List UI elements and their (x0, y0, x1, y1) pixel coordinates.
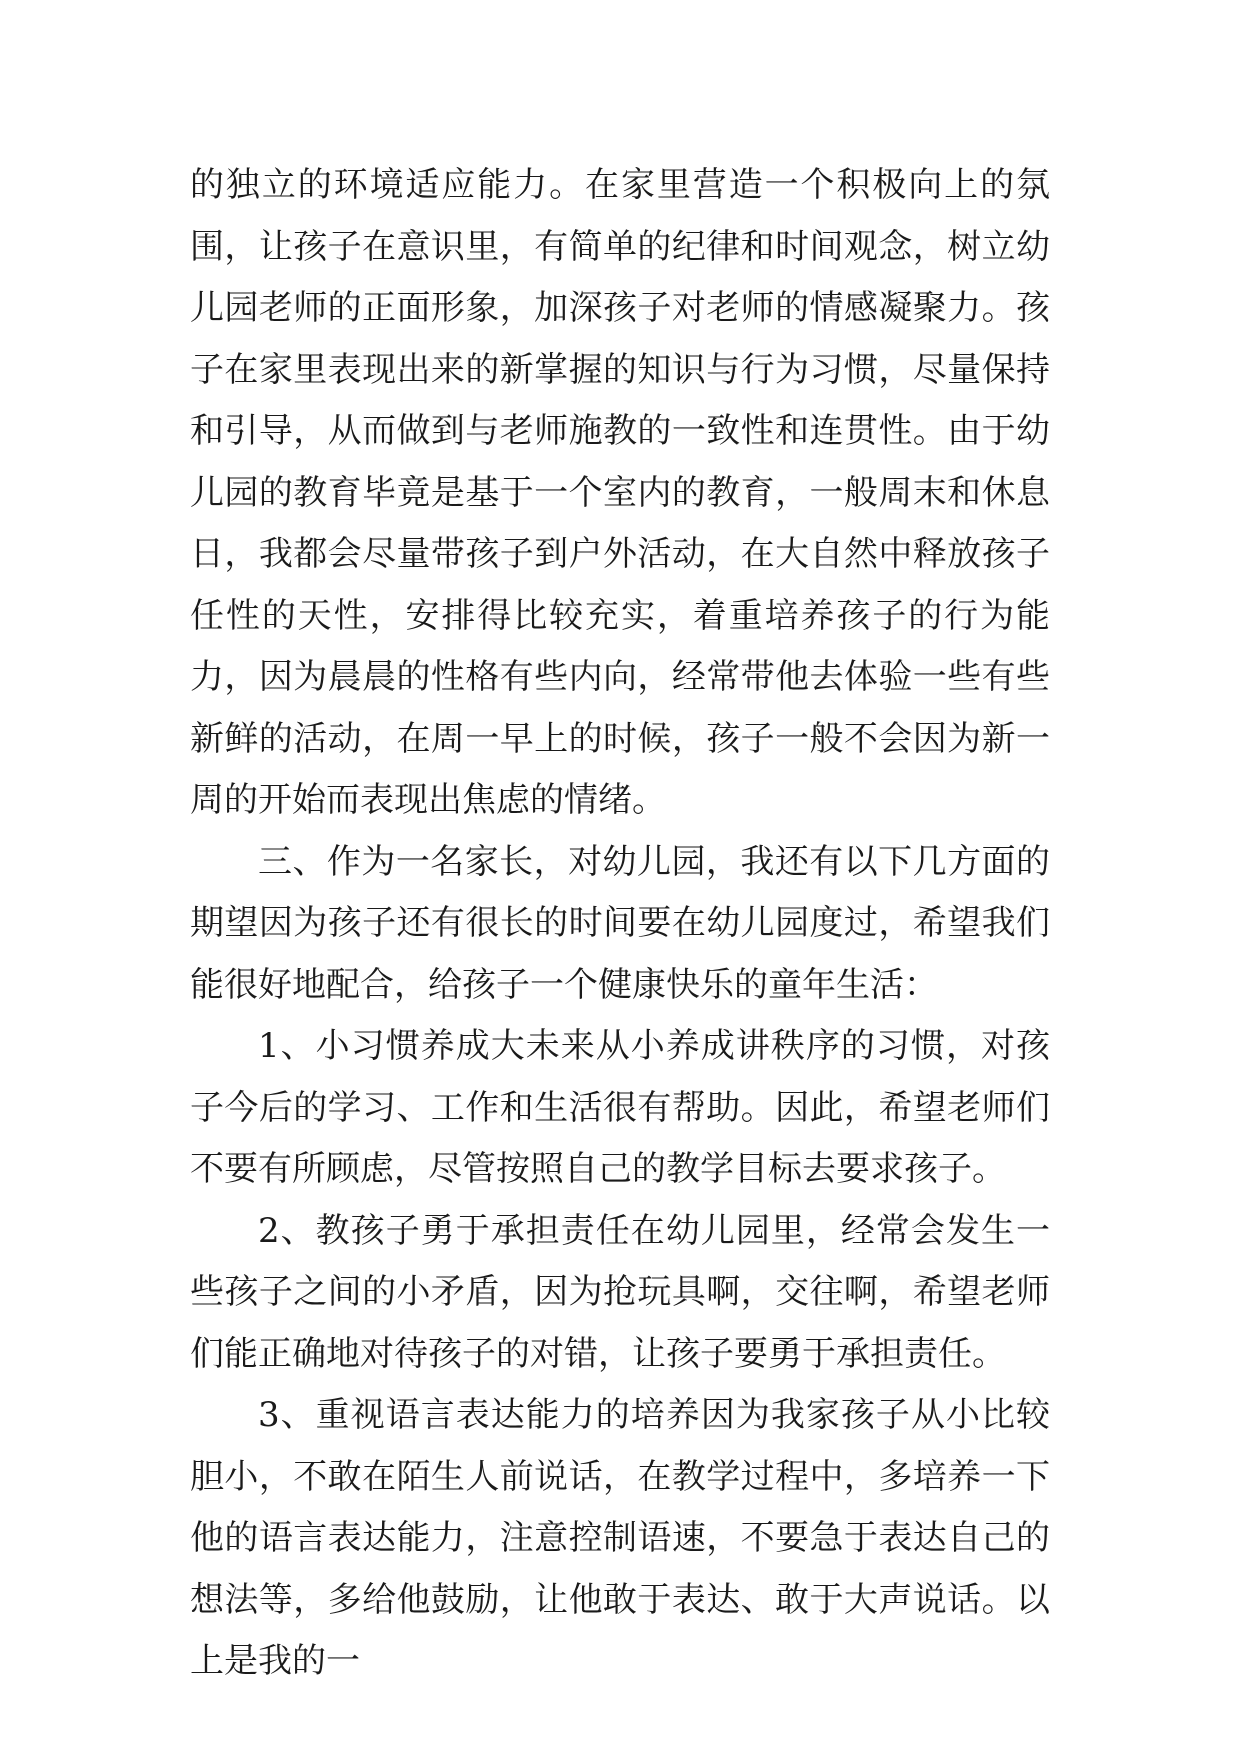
paragraph-item-3: 3、重视语言表达能力的培养因为我家孩子从小比较胆小，不敢在陌生人前说话，在教学过程中，多培养一下他的语言表达能力，注意控制语速，不要急于表达自己的想法等，多给他鼓励，让他敢于表达、敢于大声说话。以上是我的一 (190, 1395, 1050, 1681)
paragraph-item-2: 2、教孩子勇于承担责任在幼儿园里，经常会发生一些孩子之间的小矛盾，因为抢玩具啊，交往啊，希望老师们能正确地对待孩子的对错，让孩子要勇于承担责任。 (190, 1210, 1050, 1374)
document-body (190, 155, 1050, 1693)
paragraph-continuation: 的独立的环境适应能力。在家里营造一个积极向上的氛围，让孩子在意识里，有简单的纪律和时间观念，树立幼儿园老师的正面形象，加深孩子对老师的情感凝聚力。孩子在家里表现出来的新掌握的知识与行为习惯，尽量保持和引导，从而做到与老师施教的一致性和连贯性。由于幼儿园的教育毕竟是基于一个室内的教育，一般周末和休息日，我都会尽量带孩子到户外活动，在大自然中释放孩子任性的天性，安排得比较充实，着重培养孩子的行为能力，因为晨晨的性格有些内向，经常带他去体验一些有些新鲜的活动，在周一早上的时候，孩子一般不会因为新一周的开始而表现出焦虑的情绪。 (190, 165, 1050, 820)
paragraph-section-three: 三、作为一名家长，对幼儿园，我还有以下几方面的期望因为孩子还有很长的时间要在幼儿园度过，希望我们能很好地配合，给孩子一个健康快乐的童年生活： (190, 841, 1050, 1005)
paragraph-item-1: 1、小习惯养成大未来从小养成讲秩序的习惯，对孩子今后的学习、工作和生活很有帮助。因此，希望老师们不要有所顾虑，尽管按照自己的教学目标去要求孩子。 (190, 1026, 1050, 1189)
